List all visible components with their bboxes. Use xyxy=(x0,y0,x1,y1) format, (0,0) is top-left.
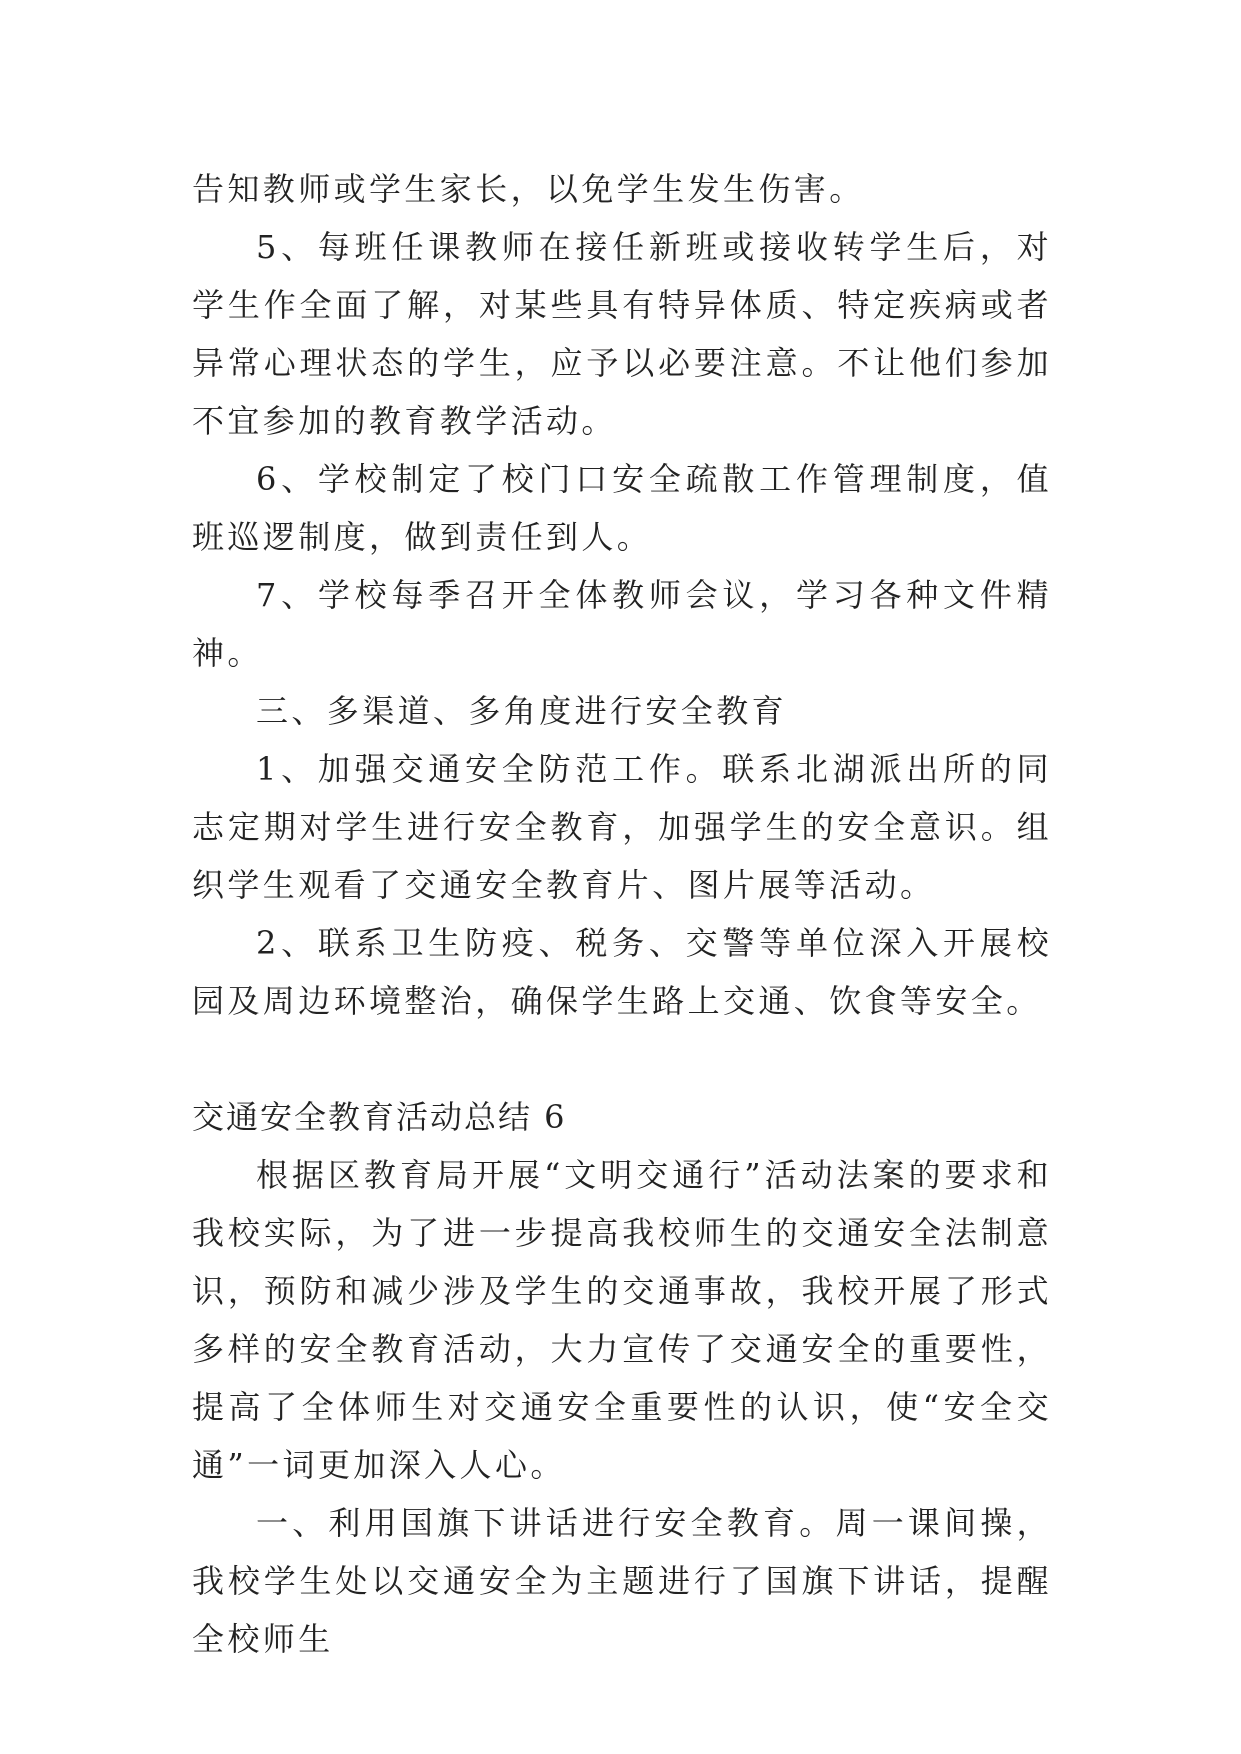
paragraph: 一、利用国旗下讲话进行安全教育。周一课间操，我校学生处以交通安全为主题进行了国旗下讲话，提醒全校师生 xyxy=(192,1504,1052,1658)
document-page xyxy=(192,160,1052,1668)
paragraph: 1、加强交通安全防范工作。联系北湖派出所的同志定期对学生进行安全教育，加强学生的安全意识。组织学生观看了交通安全教育片、图片展等活动。 xyxy=(192,750,1052,904)
paragraph: 7、学校每季召开全体教师会议，学习各种文件精神。 xyxy=(192,576,1052,672)
paragraph: 告知教师或学生家长，以免学生发生伤害。 xyxy=(192,170,865,208)
blank-line xyxy=(192,1030,1052,1088)
paragraph: 根据区教育局开展“文明交通行”活动法案的要求和我校实际，为了进一步提高我校师生的交通安全法制意识，预防和减少涉及学生的交通事故，我校开展了形式多样的安全教育活动，大力宣传了交通安全的重要性，提高了全体师生对交通安全重要性的认识，使“安全交通”一词更加深入人心。 xyxy=(192,1156,1052,1484)
paragraph: 6、学校制定了校门口安全疏散工作管理制度，值班巡逻制度，做到责任到人。 xyxy=(192,460,1052,556)
paragraph: 5、每班任课教师在接任新班或接收转学生后，对学生作全面了解，对某些具有特异体质、特定疾病或者异常心理状态的学生，应予以必要注意。不让他们参加不宜参加的教育教学活动。 xyxy=(192,228,1052,440)
paragraph: 2、联系卫生防疫、税务、交警等单位深入开展校园及周边环境整治，确保学生路上交通、饮食等安全。 xyxy=(192,924,1052,1020)
section-heading-line: 三、多渠道、多角度进行安全教育 xyxy=(256,692,788,730)
section-title: 交通安全教育活动总结 6 xyxy=(192,1098,567,1136)
